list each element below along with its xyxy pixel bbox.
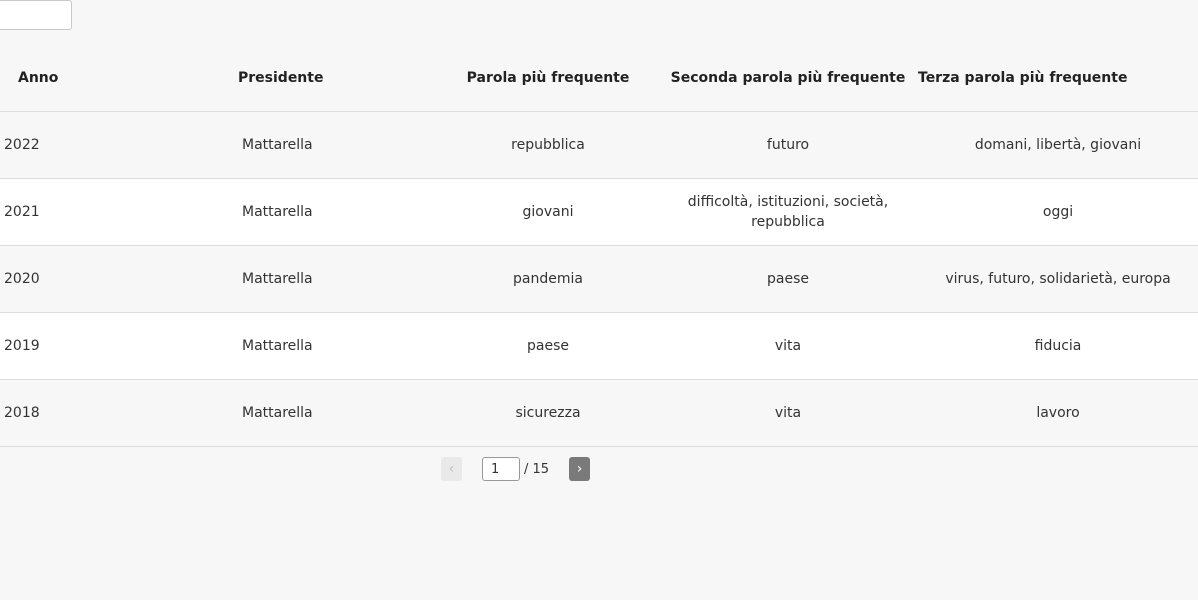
cell-parola-2: difficoltà, istituzioni, società, repubblica xyxy=(658,179,918,246)
chevron-left-icon: ‹ xyxy=(448,461,455,477)
pagination xyxy=(441,457,590,481)
cell-parola-1: pandemia xyxy=(438,246,658,313)
cell-presidente: Mattarella xyxy=(238,179,438,246)
cell-parola-2: vita xyxy=(658,313,918,380)
cell-anno: 2019 xyxy=(0,313,238,380)
table-row xyxy=(0,112,1198,179)
cell-parola-1: giovani xyxy=(438,179,658,246)
cell-parola-3: virus, futuro, solidarietà, europa xyxy=(918,246,1198,313)
table-header-row xyxy=(0,44,1198,112)
table-row xyxy=(0,313,1198,380)
cell-presidente: Mattarella xyxy=(238,246,438,313)
chevron-right-icon: › xyxy=(576,461,583,477)
next-page-button[interactable] xyxy=(569,457,590,481)
cell-parola-1: paese xyxy=(438,313,658,380)
table-row xyxy=(0,246,1198,313)
cell-parola-3: lavoro xyxy=(918,380,1198,447)
cell-parola-3: domani, libertà, giovani xyxy=(918,112,1198,179)
column-header-parola-1[interactable]: Parola più frequente xyxy=(438,44,658,112)
data-table xyxy=(0,44,1198,447)
cell-parola-1: repubblica xyxy=(438,112,658,179)
cell-anno: 2022 xyxy=(0,112,238,179)
cell-anno: 2020 xyxy=(0,246,238,313)
table-row xyxy=(0,380,1198,447)
cell-anno: 2021 xyxy=(0,179,238,246)
cell-parola-3: oggi xyxy=(918,179,1198,246)
column-header-presidente[interactable]: Presidente xyxy=(238,44,438,112)
column-header-parola-3[interactable]: Terza parola più frequente xyxy=(918,44,1198,112)
cell-parola-2: paese xyxy=(658,246,918,313)
search-input[interactable] xyxy=(0,0,72,30)
page-number-input[interactable]: 1 xyxy=(482,457,520,481)
cell-parola-2: futuro xyxy=(658,112,918,179)
cell-parola-2: vita xyxy=(658,380,918,447)
column-header-parola-2[interactable]: Seconda parola più frequente xyxy=(658,44,918,112)
column-header-anno[interactable]: Anno xyxy=(0,44,238,112)
cell-presidente: Mattarella xyxy=(238,380,438,447)
cell-anno: 2018 xyxy=(0,380,238,447)
cell-presidente: Mattarella xyxy=(238,112,438,179)
cell-parola-1: sicurezza xyxy=(438,380,658,447)
page-total-label: / 15 xyxy=(524,461,550,477)
cell-parola-3: fiducia xyxy=(918,313,1198,380)
table-row xyxy=(0,179,1198,246)
previous-page-button[interactable] xyxy=(441,457,462,481)
cell-presidente: Mattarella xyxy=(238,313,438,380)
